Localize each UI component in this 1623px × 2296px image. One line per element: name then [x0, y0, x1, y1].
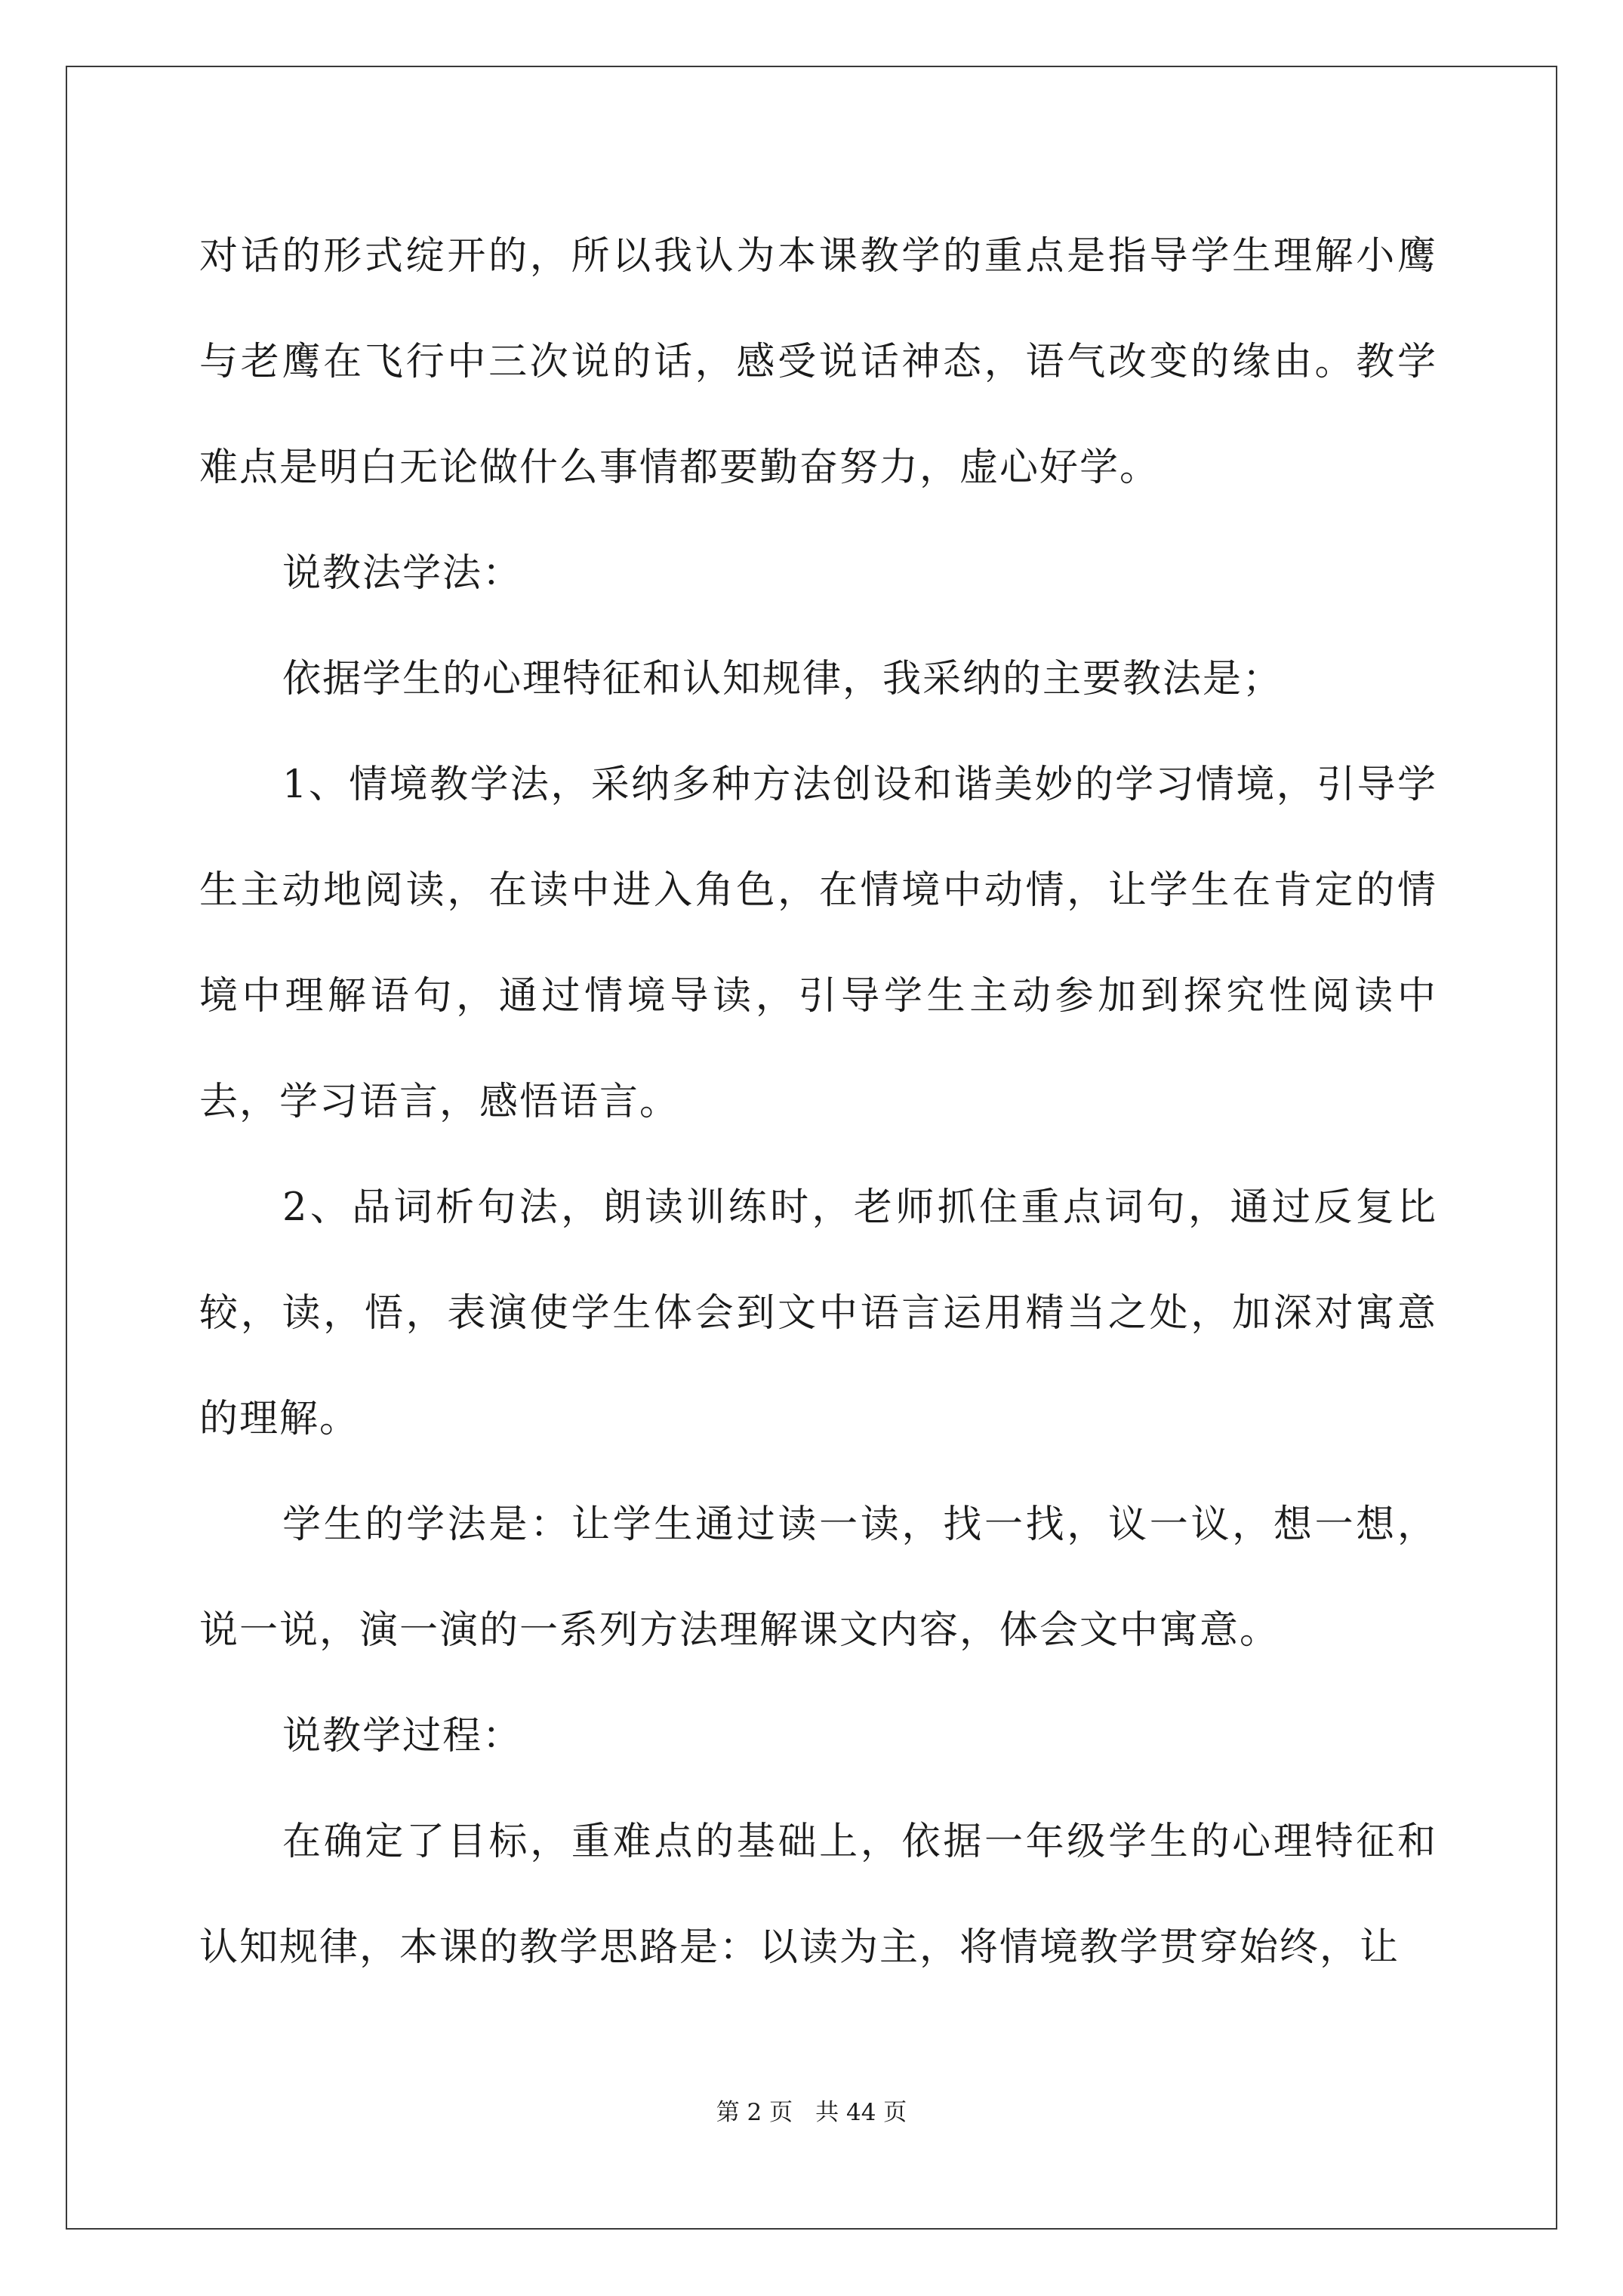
paragraph-5: 2、品词析句法，朗读训练时，老师抓住重点词句，通过反复比较，读，悟，表演使学生体会到文中语言运用精当之处，加深对寓意的理解。	[199, 1185, 1437, 1441]
paragraph-4: 1、情境教学法，采纳多种方法创设和谐美妙的学习情境，引导学生主动地阅读，在读中进入角色，在情境中动情，让学生在肯定的情境中理解语句，通过情境导读，引导学生主动参加到探究性阅读中去，学习语言，感悟语言。	[199, 763, 1437, 1124]
paragraph-2: 说教法学法：	[282, 551, 523, 596]
page-total: 共 44 页	[815, 2099, 907, 2126]
paragraph-7: 说教学过程：	[282, 1714, 523, 1758]
document-body	[199, 204, 1437, 2001]
paragraph-1: 对话的形式绽开的，所以我认为本课教学的重点是指导学生理解小鹰与老鹰在飞行中三次说的话，感受说话神态，语气改变的缘由。教学难点是明白无论做什么事情都要勤奋努力，虚心好学。	[199, 234, 1437, 490]
page-number: 第 2 页	[716, 2099, 793, 2126]
paragraph-3: 依据学生的心理特征和认知规律，我采纳的主要教法是；	[282, 657, 1283, 701]
paragraph-8: 在确定了目标，重难点的基础上，依据一年级学生的心理特征和认知规律，本课的教学思路是：以读为主，将情境教学贯穿始终，让	[199, 1820, 1437, 1970]
page-footer	[0, 2097, 1623, 2128]
paragraph-6: 学生的学法是：让学生通过读一读，找一找，议一议，想一想，说一说，演一演的一系列方法理解课文内容，体会文中寓意。	[199, 1502, 1437, 1653]
